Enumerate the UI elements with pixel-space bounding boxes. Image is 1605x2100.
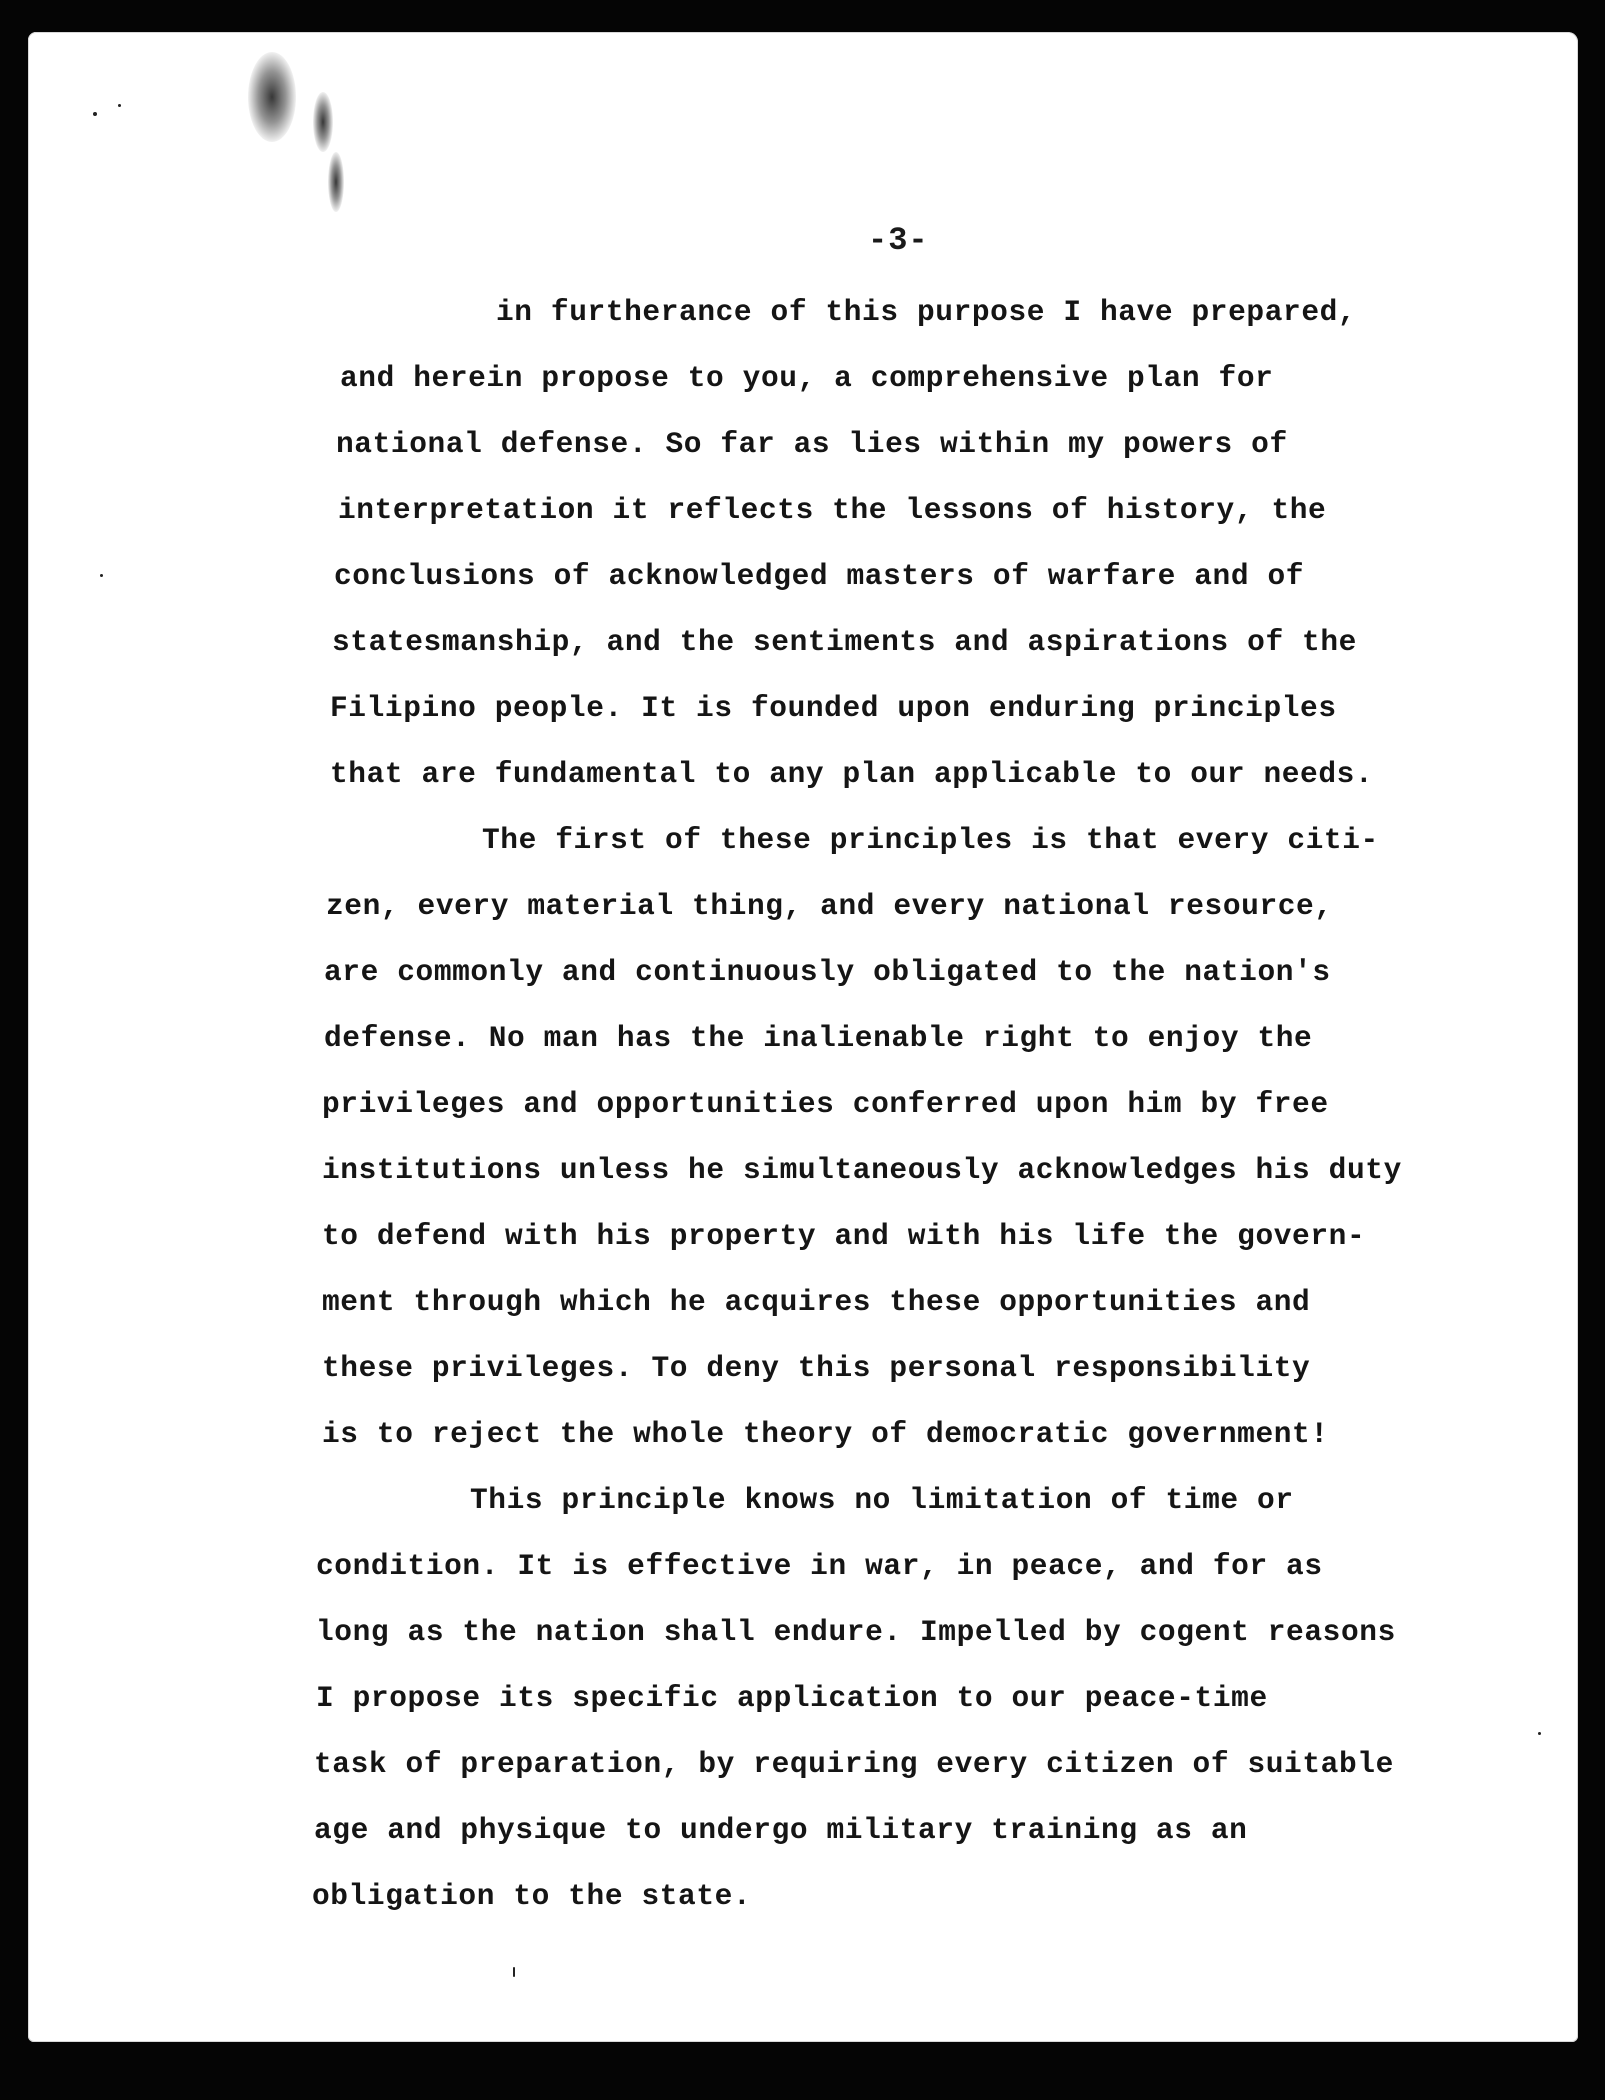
- dust-speck: [513, 1967, 515, 1977]
- text-line: that are fundamental to any plan applicable to our needs.: [330, 757, 1374, 791]
- text-line: interpretation it reflects the lessons of history, the: [338, 493, 1327, 527]
- text-line: are commonly and continuously obligated to the nation's: [324, 955, 1331, 989]
- dust-speck: [1538, 1732, 1541, 1735]
- page-number: -3-: [868, 222, 929, 259]
- text-line: these privileges. To deny this personal responsibility: [322, 1351, 1311, 1385]
- dust-speck: [100, 574, 103, 577]
- text-line: privileges and opportunities conferred upon him by free: [322, 1087, 1329, 1121]
- ink-smudge: [313, 92, 333, 152]
- text-line: This principle knows no limitation of time or: [470, 1483, 1294, 1517]
- dust-speck: [118, 104, 121, 107]
- text-line: statesmanship, and the sentiments and aspirations of the: [332, 625, 1357, 659]
- text-line: defense. No man has the inalienable right to enjoy the: [324, 1021, 1313, 1055]
- text-line: condition. It is effective in war, in peace, and for as: [316, 1549, 1323, 1583]
- text-line: The first of these principles is that every citi-: [482, 823, 1379, 857]
- text-line: zen, every material thing, and every national resource,: [326, 889, 1333, 923]
- typewritten-page: [28, 32, 1578, 2042]
- text-line: national defense. So far as lies within my powers of: [336, 427, 1288, 461]
- text-line: ment through which he acquires these opportunities and: [322, 1285, 1311, 1319]
- text-line: and herein propose to you, a comprehensive plan for: [340, 361, 1274, 395]
- text-line: conclusions of acknowledged masters of warfare and of: [334, 559, 1305, 593]
- text-line: I propose its specific application to our peace-time: [316, 1681, 1268, 1715]
- ink-smudge: [328, 152, 344, 212]
- text-line: is to reject the whole theory of democratic government!: [322, 1417, 1329, 1451]
- text-line: Filipino people. It is founded upon enduring principles: [330, 691, 1337, 725]
- text-line: in furtherance of this purpose I have prepared,: [496, 295, 1357, 329]
- text-line: institutions unless he simultaneously acknowledges his duty: [322, 1153, 1402, 1187]
- text-line: age and physique to undergo military training as an: [314, 1813, 1248, 1847]
- text-line: long as the nation shall endure. Impelled by cogent reasons: [316, 1615, 1396, 1649]
- ink-smudge: [248, 52, 296, 142]
- dust-speck: [93, 112, 97, 116]
- text-line: to defend with his property and with his life the govern-: [322, 1219, 1366, 1253]
- text-line: task of preparation, by requiring every citizen of suitable: [314, 1747, 1394, 1781]
- text-line: obligation to the state.: [312, 1879, 752, 1913]
